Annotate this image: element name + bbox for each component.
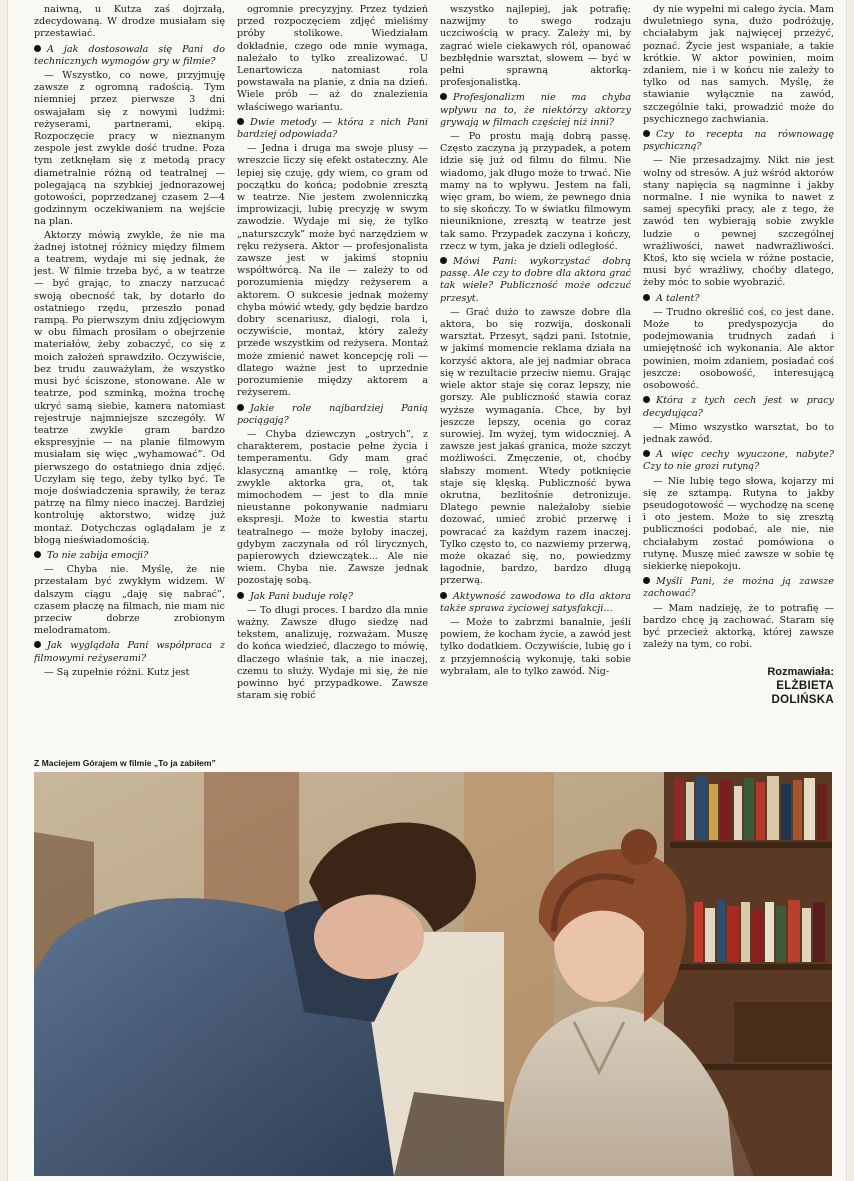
signature-first: ELŻBIETA: [776, 680, 834, 693]
bullet-icon: [237, 404, 244, 411]
signature-last: DOLIŃSKA: [771, 694, 834, 707]
bullet-icon: [237, 592, 244, 599]
column-2: [237, 4, 428, 752]
bullet-icon: [643, 396, 650, 403]
question-text: Jak wyglądała Pani współpraca z filmowymi reżyserami?: [34, 640, 225, 664]
bullet-icon: [34, 45, 41, 52]
interview-question: [643, 293, 834, 305]
interview-question: [643, 449, 834, 473]
answer-paragraph: dy nie wypełni mi całego życia. Mam dwuletniego syna, dużo podróżuję, chciałabym jak najwięcej przeżyć, poznać. Życie jest wspaniałe, a takie krótkie. W aktor powinien, moim zdaniem, nie i w końcu nie zależy to tylko od nas samych. Myślę, że stawianie wyłącznie na zawód, szczególnie taki, prowadzić może do psychicznego zachwiania.: [643, 4, 834, 125]
column-3: [440, 4, 631, 752]
answer-paragraph: — To długi proces. I bardzo dla mnie ważny. Zawsze długo siedzę nad tekstem, analizuję, rozważam. Muszę do końca wiedzieć, dlaczego to mówię, dlaczego właśnie tak, a nie inaczej, czemu to służy. Wydaje mi się, że nie powinno być przypadkowe. Zawsze staram się robić: [237, 604, 428, 702]
answer-paragraph: wszystko najlepiej, jak potrafię; nazwijmy to swego rodzaju uczciwością w pracy. Zależy mi, by zagrać wiele ciekawych ról, opanować bezbłędnie warsztat, słowem — być w pełni sprawną aktorką-profesjonalistką.: [440, 4, 631, 89]
answer-paragraph: naiwną, u Kutza zaś dojrzałą, zdecydowaną. W drodze musiałam się przestawiać.: [34, 4, 225, 40]
bullet-icon: [440, 93, 447, 100]
interview-question: [237, 403, 428, 427]
question-text: Czy to recepta na równowagę psychiczną?: [643, 129, 834, 153]
question-text: Jakie role najbardziej Panią pociągają?: [237, 402, 428, 426]
answer-paragraph: — Chyba dziewczyn „ostrych”, z charakterem, postacie pełne życia i temperamentu. Gdy mam grać klasyczną amantkę — rolę, którą zwykle aktorka gra, ot, tak mimochodem — jest to dla mnie nieustanne pokonywanie nadmiaru ekspresji. Może to kwestia startu teatralnego — może byłoby inaczej, gdybym zaczynała od ról lirycznych, papierowych dziewczątek... Ale nie wiem. Chyba nie. Zawsze jednak pozostaję sobą.: [237, 428, 428, 587]
bullet-icon: [643, 130, 650, 137]
bullet-icon: [643, 294, 650, 301]
question-text: Aktywność zawodowa to dla aktora także sprawa życiowej satysfakcji...: [440, 590, 631, 614]
column-4: [643, 4, 834, 752]
question-text: Mówi Pani: wykorzystać dobrą passę. Ale czy to dobre dla aktora grać tak wiele? Publiczność może odczuć przesyt.: [440, 256, 631, 304]
film-still-photo: [34, 772, 832, 1176]
interview-question: [237, 591, 428, 603]
interview-question: [643, 129, 834, 153]
question-text: Myśli Pani, że można ją zawsze zachować?: [643, 576, 834, 600]
answer-paragraph: — Wszystko, co nowe, przyjmuję zawsze z ogromną radością. Tym niemniej przez pierwsze 3 dni oswajałam się z nowymi ludźmi: reżyserami, partnerami, ekipą. Rozpoczęcie pracy w nieznanym zespole jest zwykle dość trudne. Poza tym zetknęłam się z metodą pracy diametralnie różną od teatralnej — polegającą na szybkiej jednorazowej gotowości, poprzedzanej czasem 2—4 godzinnym oczekiwaniem na wejście na plan.: [34, 70, 225, 228]
interview-question: [643, 576, 834, 600]
interview-question: [440, 591, 631, 615]
answer-paragraph: — Są zupełnie różni. Kutz jest: [44, 666, 190, 678]
photo-caption: Z Maciejem Górajem w filmie „To ja zabiłem”: [34, 758, 216, 768]
answer-paragraph: — Grać dużo to zawsze dobre dla aktora, bo się rozwija, doskonali warsztat. Przesyt, sądzi pani. Istotnie, w jakimś momencie reklama działa na korzyść aktora, ale jej nadmiar obraca się w rezultacie przeciw niemu. Grając wiele aktor staje się coraz lepszy, nie gorszy. Ale publiczność stawia coraz wyższe wymagania. Chce, by był jeszcze lepszy, ocenia go coraz surowiej. Im wyżej, tym widoczniej. A zawsze jest jakaś granica, może szczyt możliwości. Zmęczenie, ot, choćby słabszy moment. Wtedy potknięcie staje się klęską. Publiczność bywa okrutna, bezlitośnie detronizuje. Dlatego pewnie należałoby siebie dozować, umieć zrobić przerwę i powracać za każdym razem inaczej. Tylko często to, co nazwiemy przerwą, może okazać się, no, powiedzmy łagodnie, bardzo, bardzo długą przerwą.: [440, 306, 631, 587]
question-text: Która z tych cech jest w pracy decydująca?: [643, 395, 834, 419]
answer-paragraph: — Chyba nie. Myślę, że nie przestałam być zwykłym widzem. W dalszym ciągu „daję się nabrać”, czasem płaczę na filmach, nie mam nic przeciw dobrze zrobionym melodramatom.: [34, 564, 225, 637]
answer-paragraph: — Trudno określić coś, co jest dane. Może to predyspozycja do podejmowania trudnych zadań i umiejętność ich wykonania. Ale aktor powinien, moim zdaniem, posiadać coś jeszcze: osobowość, interesującą osobowość.: [643, 306, 834, 392]
interview-question: [440, 92, 631, 129]
answer-paragraph: — Po prostu mają dobrą passę. Często zaczyna ją przypadek, a potem idzie się już od filmu do filmu. Nie wiadomo, jak długo może to trwać. Nie mamy na to wpływu. Jestem na fali, więc gram, bo wiem, że pewnego dnia to się skończy. To w światku filmowym nieuniknione, zresztą w teatrze jest tak samo. Przypadek zaczyna i kończy, rzecz w tym, jaka je dzieli odległość.: [440, 131, 631, 252]
column-1: [34, 4, 225, 752]
bullet-icon: [34, 641, 41, 648]
interview-question: [440, 256, 631, 305]
answer-paragraph: — Jedna i druga ma swoje plusy — wreszcie liczy się efekt ostateczny. Ale lepiej się czuję, gdy wiem, co gram od początku do końca; podobnie zresztą w teatrze. Nie jestem zwolenniczką improwizacji, lubię precyzję w swym zawodzie. Wydaje mi się, że tylko „naturszczyk” może być narzędziem w ręku reżysera. Aktor — profesjonalista zawsze jest w jakimś stopniu współtwórcą. Na ile — zależy to od porozumienia między reżyserem a aktorem. O sukcesie jednak możemy chyba mówić wtedy, gdy będzie bardzo dobry scenariusz, dialogi, rola i, oczywiście, montaż, który zależy przede wszystkim od reżysera. Montaż może zmienić nawet koncepcję roli — dlatego ważne jest to uprzednie porozumienie między aktorem a reżyserem.: [237, 143, 428, 399]
interview-question: [34, 550, 225, 562]
answer-paragraph: — Mimo wszystko warsztat, bo to jednak zawód.: [643, 421, 834, 445]
bullet-icon: [237, 118, 244, 125]
bullet-icon: [643, 577, 650, 584]
question-text: Dwie metody — która z nich Pani bardziej odpowiada?: [237, 116, 428, 141]
interview-question: [34, 640, 225, 664]
bullet-icon: [440, 257, 447, 264]
bullet-icon: [34, 551, 41, 558]
interview-question: [34, 44, 225, 68]
answer-paragraph: ogromnie precyzyjny. Przez tydzień przed rozpoczęciem zdjęć mieliśmy próby stolikowe. Wiedziałam dokładnie, czego ode mnie wymaga, należało to tylko zrealizować. U Lenartowicza natomiast rola powstawała na planie, z dnia na dzień. Wiele prób — aż do znalezienia właściwego wariantu.: [237, 4, 428, 113]
bullet-icon: [440, 592, 447, 599]
answer-paragraph: — Nie przesadzajmy. Nikt nie jest wolny od stresów. A już wśród aktorów stany napięcia są nagminne i jakby normalne. I nie wynika to nawet z samej specyfiki pracy, ale z tego, że zawód ten wybierają sobie zwykle ludzie o pewnej szczególnej wrażliwości, nawet nadwrażliwości. Ktoś, kto się wciela w różne postacie, musi być wrażliwy, choćby dlatego, żeby móc to sobie wyobrazić.: [643, 155, 834, 289]
answer-paragraph: Aktorzy mówią zwykle, że nie ma żadnej istotnej różnicy między filmem a teatrem, wydaje mi się jednak, że jest. W filmie trzeba być, a w teatrze — być grając, to znaczy narzucać swoją obecność tak, by dotarło do ostatniego rzędu, przeszło ponad rampą. Po pierwszym dniu zdjęciowym w obu filmach prosiłam o obejrzenie materiałów, żeby zobaczyć, co się z moich założeń sprawdziło. Oczywiście, bez trudu zauważyłam, że wszystko musi być ściszone, stonowane. Ale w teatrze, pod szminką, można trochę ukryć samą siebie, kamera natomiast rejestruje najmniejsze szczegóły. W teatrze zwykle gram bardzo ekspresyjnie — na planie filmowym musiałam się więc „wyhamować”. Od pierwszego do ostatniego dnia zdjęć. Uczyłam się tego, żeby tylko być. Te moje doświadczenia sprawiły, że teraz patrzę na filmy nieco inaczej. Bardziej kontroluję aktorstwo, widzę już montaż. Dotychczas oglądałam je z błogą nieświadomością.: [34, 229, 225, 546]
bullet-icon: [643, 450, 650, 457]
question-text: Profesjonalizm nie ma chyba wpływu na to, że niektórzy aktorzy grywają w filmach częściej niż inni?: [440, 92, 631, 128]
article-columns: [34, 4, 834, 752]
answer-paragraph: — Mam nadzieję, że to potrafię — bardzo chcę ją zachować. Staram się być przecież aktorką, której zawsze zależy na tym, co robi.: [643, 602, 834, 651]
question-text: A więc cechy wyuczone, nabyte? Czy to nie grozi rutyną?: [643, 449, 834, 473]
magazine-page: [8, 0, 846, 1181]
answer-paragraph: — Może to zabrzmi banalnie, jeśli powiem, że kocham życie, a zawód jest tylko dodatkiem. Oczywiście, lubię go i z przyjemnością wykonuję, taki sobie wybrałam, ale to tylko zawód. Nig-: [440, 616, 631, 677]
signature-label: Rozmawiała:: [767, 666, 834, 679]
answer-paragraph: — Nie lubię tego słowa, kojarzy mi się ze sztampą. Rutyna to jakby pseudogotowość — wychodzę na scenę i oto jestem. Może to się zresztą publiczności podobać, ale nie, nie chciałabym zostać pomówiona o rutynę. Muszę mieć zawsze w sobie tę siekierkę niepokoju.: [643, 475, 834, 572]
question-text: Jak Pani buduje rolę?: [250, 590, 354, 602]
question-text: To nie zabija emocji?: [47, 549, 149, 561]
interview-question: [237, 117, 428, 141]
question-text: A talent?: [656, 292, 700, 304]
interview-question: [643, 395, 834, 419]
interviewer-signature: [643, 665, 834, 707]
question-text: A jak dostosowała się Pani do technicznych wymogów gry w filmie?: [34, 43, 225, 67]
